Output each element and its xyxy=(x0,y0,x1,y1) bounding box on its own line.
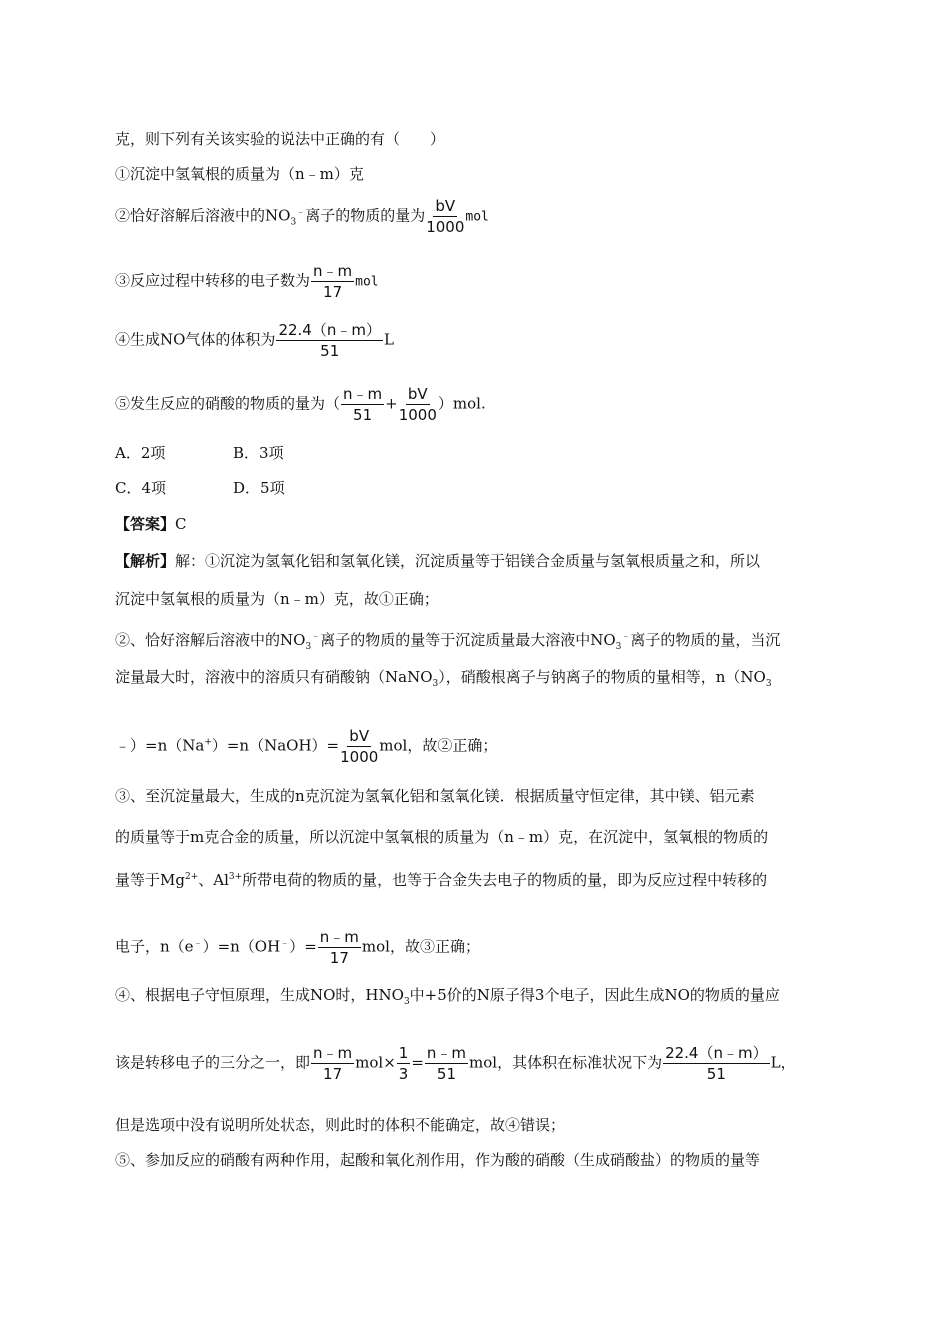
fraction: $\frac{n﹣m}{51}$ xyxy=(426,1044,467,1083)
fraction: $\frac{n﹣m}{17}$ xyxy=(313,1044,353,1083)
option-c: C．4项 xyxy=(115,479,167,497)
analysis-line-8: 量等于$Mg^{2+}$、$Al^{3+}$所带电荷的物质的量，也等于合金失去电子的物质的量，即为反应过程中转移的 xyxy=(115,871,768,889)
analysis-line-5: ﹣）=n（Na+）=n（NaOH）= $\frac{bV}{1000}$ mol，故②正确； xyxy=(115,727,498,766)
fraction: $\frac{n﹣m}{51}$ xyxy=(343,385,383,424)
fraction: $\frac{bV}{1000}$ xyxy=(398,385,437,424)
statement-3: ③反应过程中转移的电子数为 $\frac{n﹣m}{17}$ mol xyxy=(115,262,379,301)
fraction: $\frac{22.4(n﹣m)}{51}$ xyxy=(278,321,381,360)
analysis-line-10: ④、根据电子守恒原理，生成NO时，$HNO_3$中+5价的N原子得3个电子，因此生成NO的物质的量应 xyxy=(115,986,780,1007)
statement-4: ④生成NO气体的体积为 $\frac{22.4(n﹣m)}{51}$ L xyxy=(115,321,394,360)
analysis-line-7: 的质量等于m克合金的质量，所以沉淀中氢氧根的质量为（n﹣m）克，在沉淀中，氢氧根的物质的 xyxy=(115,828,769,846)
analysis-line-4: 淀量最大时，溶液中的溶质只有硝酸钠（NaNO$_3$），硝酸根离子与钠离子的物质的量相等，$n(NO_3$ xyxy=(115,668,772,689)
fraction: $\frac{bV}{1000}$ xyxy=(340,727,379,766)
analysis-line-6: ③、至沉淀量最大，生成的n克沉淀为氢氧化铝和氢氧化镁．根据质量守恒定律，其中镁、铝元素 xyxy=(115,787,755,805)
analysis-line-13: ⑤、参加反应的硝酸有两种作用，起酸和氧化剂作用，作为酸的硝酸（生成硝酸盐）的物质的量等 xyxy=(115,1151,761,1169)
question-intro: 克，则下列有关该实验的说法中正确的有（ ） xyxy=(115,130,446,148)
fraction: $\frac{bV}{1000}$ xyxy=(426,197,465,236)
fraction: $\frac{1}{3}$ xyxy=(398,1044,409,1083)
analysis-line-11: 该是转移电子的三分之一，即 $\frac{n﹣m}{17}$ mol× $\frac{1}{3}$ = $\frac{n﹣m}{51}$ mol，其体积在标准状况下为 $\frac{22.4(n﹣m)}{51}$ L， xyxy=(115,1044,796,1083)
analysis-line-2: 沉淀中氢氧根的质量为（n﹣m）克，故①正确； xyxy=(115,590,439,608)
analysis-line-3: ②、恰好溶解后溶液中的$NO_3^﹣$离子的物质的量等于沉淀质量最大溶液中$NO_3^﹣$离子的物质的量，当沉 xyxy=(115,631,781,652)
fraction: $\frac{n﹣m}{17}$ xyxy=(319,928,359,967)
analysis-line-9: 电子，n（e﹣）=n（OH﹣）= $\frac{n﹣m}{17}$ mol，故③正确； xyxy=(115,928,480,967)
fraction: $\frac{22.4(n﹣m)}{51}$ xyxy=(665,1044,768,1083)
analysis-line-12: 但是选项中没有说明所处状态，则此时的体积不能确定，故④错误； xyxy=(115,1116,566,1134)
analysis-line-1: 【解析】解：①沉淀为氢氧化铝和氢氧化镁，沉淀质量等于铝镁合金质量与氢氧根质量之和，所以 xyxy=(115,552,761,570)
options-row-2 xyxy=(115,478,285,498)
option-a: A．2项 xyxy=(115,444,166,462)
answer: 【答案】C xyxy=(115,515,187,533)
options-row-1 xyxy=(115,443,284,463)
option-d: D．5项 xyxy=(233,479,285,497)
statement-1: ①沉淀中氢氧根的质量为（n﹣m）克 xyxy=(115,165,364,183)
statement-5: ⑤发生反应的硝酸的物质的量为（ $\frac{n﹣m}{51}$ + $\frac{bV}{1000}$ ）mol. xyxy=(115,385,486,424)
fraction: $\frac{n﹣m}{17}$ xyxy=(313,262,353,301)
statement-2: ②恰好溶解后溶液中的$NO_3^﹣$离子的物质的量为 $\frac{bV}{1000}$ mol xyxy=(115,197,489,236)
option-b: B．3项 xyxy=(233,444,284,462)
